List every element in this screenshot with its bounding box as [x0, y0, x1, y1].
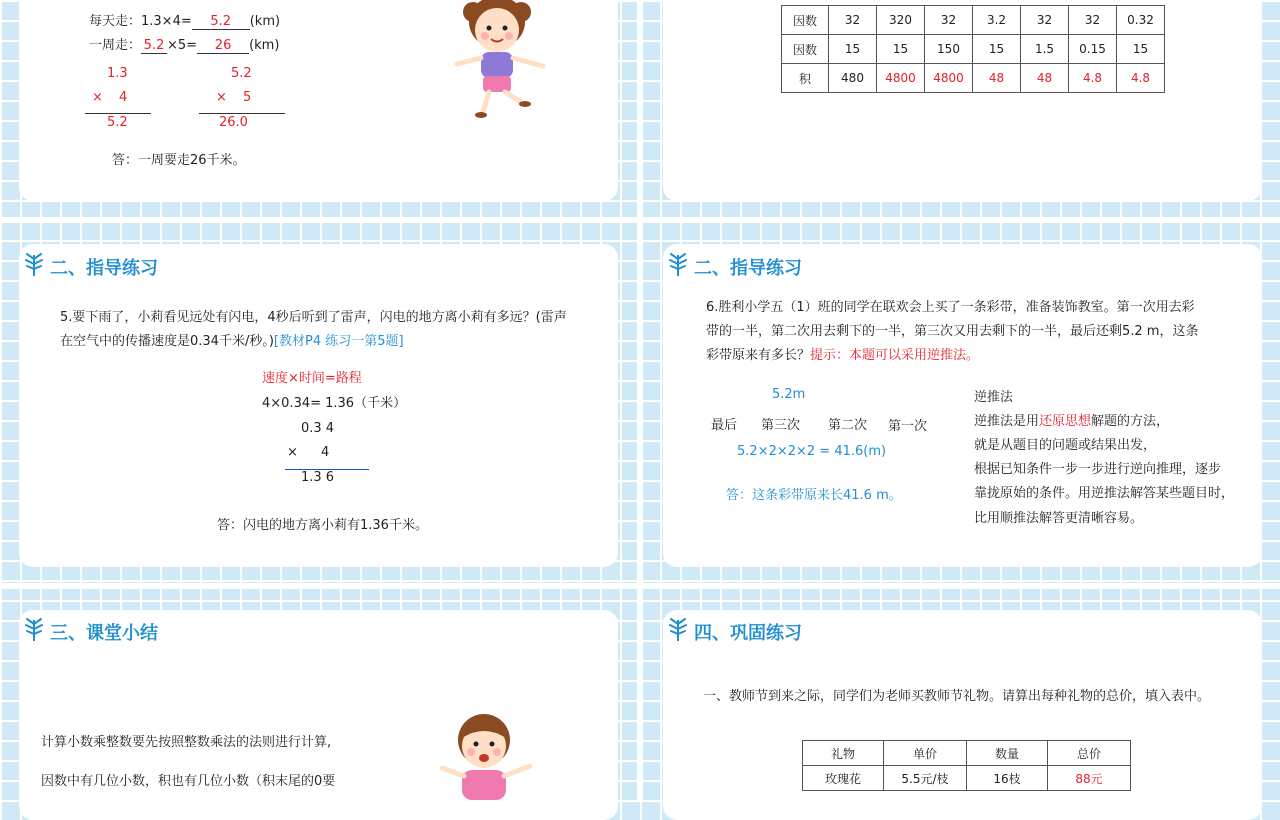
slide-panel-6[interactable]: [663, 610, 1262, 820]
row-label: 因数: [782, 6, 829, 35]
gift-price-table: [802, 740, 1131, 791]
daily-unit: (km): [249, 14, 281, 29]
question-line-3: [706, 344, 979, 363]
table-cell: 32: [1069, 6, 1117, 35]
panel-divider-vertical: [637, 0, 643, 800]
row-label: 积: [782, 64, 829, 93]
calc1-rule: [85, 113, 151, 114]
method-post: 解题的方法，: [1091, 414, 1170, 429]
hint-text: 提示：本题可以采用逆推法。: [810, 348, 980, 363]
daily-answer: 5.2: [192, 14, 250, 30]
table-cell: 5.5元/枝: [884, 766, 967, 791]
summary-line-2: 因数中有几位小数，积也有几位小数（积末尾的0要: [41, 774, 336, 789]
step-first: 第一次: [888, 419, 928, 434]
weekly-answer-b: 26: [197, 38, 249, 54]
table-cell: 0.32: [1117, 6, 1165, 35]
table-cell: 4800: [877, 64, 925, 93]
row-label: 因数: [782, 35, 829, 64]
method-line-1: [974, 410, 1169, 429]
weekly-answer-a: 5.2: [141, 38, 167, 54]
calc1-top: 1.3: [107, 66, 128, 81]
step-third: 第三次: [761, 418, 801, 433]
table-header-row: [803, 741, 1131, 766]
textbook-reference: [教材P4 练习一第5题]: [273, 334, 404, 349]
calc1-mult: 4: [119, 90, 128, 105]
calc-result: 1.3 6: [301, 470, 335, 485]
method-line-4: 靠拢原始的条件。用逆推法解答某些题目时，: [974, 486, 1235, 501]
table-cell: 88元: [1048, 766, 1131, 791]
slide-panel-1[interactable]: [19, 0, 618, 201]
weekly-label: 一周走：: [89, 38, 142, 53]
table-cell: 1.5: [1021, 35, 1069, 64]
step-last: 最后: [711, 418, 738, 433]
panel-divider-row1: [0, 217, 1280, 223]
factor-product-table: [781, 5, 1165, 93]
daily-distance-line: [89, 10, 280, 30]
method-line-5: 比用顺推法解答更清晰容易。: [974, 511, 1144, 526]
question-line-2: 带的一半，第二次用去剩下的一半，第三次又用去剩下的一半，最后还剩5.2 m，这条: [706, 324, 1199, 339]
table-cell: 15: [1117, 35, 1165, 64]
column-header: 单价: [884, 741, 967, 766]
table-row: [803, 766, 1131, 791]
panel1-answer: 答：一周要走26千米。: [112, 153, 246, 168]
table-cell: 32: [829, 6, 877, 35]
method-line-3: 根据已知条件一步一步进行逆向推理，逐步: [974, 462, 1222, 477]
weekly-unit: (km): [249, 38, 280, 53]
column-header: 数量: [967, 741, 1048, 766]
calc2-result: 26.0: [219, 115, 248, 130]
table-cell: 320: [877, 6, 925, 35]
summary-line-1: 计算小数乘整数要先按照整数乘法的法则进行计算,: [41, 735, 332, 750]
table-cell: 15: [973, 35, 1021, 64]
leaf-icon: [23, 616, 45, 642]
column-header: 礼物: [803, 741, 884, 766]
equation: 5.2×2×2×2 = 41.6(m): [737, 444, 887, 459]
panel4-answer: 答：这条彩带原来长41.6 m。: [726, 488, 902, 503]
table-row: [782, 6, 1165, 35]
calc2-top: 5.2: [231, 66, 252, 81]
weekly-mid: ×5=: [167, 38, 198, 53]
question: 一、教师节到来之际，同学们为老师买教师节礼物。请算出每种礼物的总价，填入表中。: [703, 689, 1211, 704]
calc-mult: 4: [321, 445, 330, 460]
question-line-1: 6.胜利小学五（1）班的同学在联欢会上买了一条彩带，准备装饰教室。第一次用去彩: [706, 300, 1195, 315]
leaf-icon: [667, 251, 689, 277]
slide-panel-4[interactable]: [663, 244, 1262, 567]
calc2-op: ×: [216, 90, 227, 105]
table-cell: 150: [925, 35, 973, 64]
formula: 速度×时间=路程: [262, 371, 362, 386]
table-row: [782, 64, 1165, 93]
question-line-2: [60, 330, 404, 349]
leaf-icon: [23, 251, 45, 277]
daily-label: 每天走：1.3×4=: [89, 14, 192, 29]
column-header: 总价: [1048, 741, 1131, 766]
table-cell: 48: [1021, 64, 1069, 93]
panel-divider-row2: [0, 583, 1280, 589]
calc1-result: 5.2: [107, 115, 128, 130]
section-title: 二、指导练习: [694, 258, 802, 279]
table-cell: 32: [1021, 6, 1069, 35]
table-cell: 4.8: [1117, 64, 1165, 93]
table-cell: 32: [925, 6, 973, 35]
table-cell: 480: [829, 64, 877, 93]
section-title: 四、巩固练习: [694, 623, 802, 644]
weekly-distance-line: [89, 34, 279, 54]
table-row: [782, 35, 1165, 64]
table-cell: 48: [973, 64, 1021, 93]
slide-panel-5[interactable]: [19, 610, 618, 820]
section-title: 三、课堂小结: [50, 623, 158, 644]
slide-panel-3[interactable]: [19, 244, 618, 567]
question-line-1: 5.要下雨了，小莉看见远处有闪电，4秒后听到了雷声，闪电的地方离小莉有多远？(雷声: [60, 310, 567, 325]
step-second: 第二次: [828, 418, 868, 433]
remaining-length: 5.2m: [772, 387, 806, 402]
question-text: 彩带原来有多长？: [706, 348, 811, 363]
calc-op: ×: [287, 445, 298, 460]
calc2-rule: [199, 113, 285, 114]
table-cell: 4800: [925, 64, 973, 93]
method-keyword: 还原思想: [1039, 414, 1092, 429]
method-pre: 逆推法是用: [974, 414, 1040, 429]
table-cell: 4.8: [1069, 64, 1117, 93]
method-title: 逆推法: [974, 390, 1014, 405]
panel3-answer: 答：闪电的地方离小莉有1.36千米。: [217, 518, 428, 533]
girl-illustration: [435, 0, 565, 124]
calc1-op: ×: [92, 90, 103, 105]
method-line-2: 就是从题目的问题或结果出发，: [974, 438, 1157, 453]
slide-panel-2[interactable]: [663, 0, 1262, 201]
table-cell: 16枝: [967, 766, 1048, 791]
question-text: 在空气中的传播速度是0.34千米/秒。): [60, 334, 274, 349]
table-cell: 15: [829, 35, 877, 64]
table-cell: 3.2: [973, 6, 1021, 35]
calc2-mult: 5: [243, 90, 252, 105]
table-cell: 玫瑰花: [803, 766, 884, 791]
table-cell: 15: [877, 35, 925, 64]
equation: 4×0.34= 1.36（千米）: [262, 396, 407, 411]
section-title: 二、指导练习: [50, 258, 158, 279]
table-cell: 0.15: [1069, 35, 1117, 64]
calc-top: 0.3 4: [301, 421, 335, 436]
girl-illustration: [424, 710, 554, 800]
leaf-icon: [667, 616, 689, 642]
